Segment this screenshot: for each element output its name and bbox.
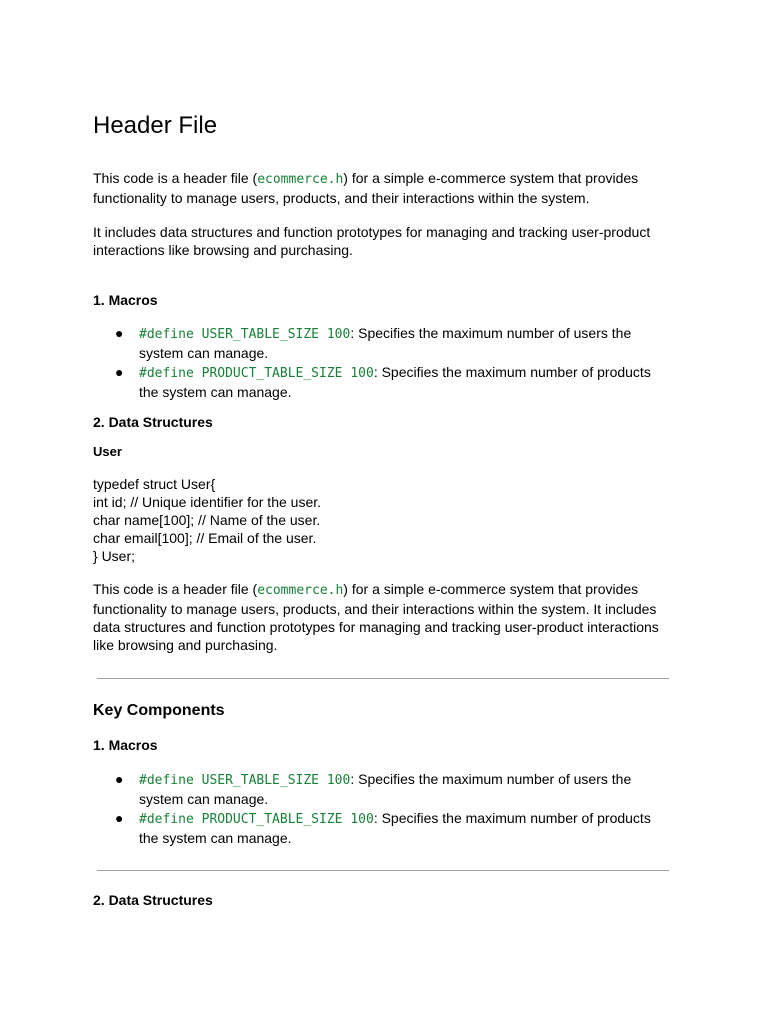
user-struct-code: [93, 475, 321, 565]
macro-code: #define USER_TABLE_SIZE 100: [139, 327, 351, 342]
intro-paragraph-2: It includes data structures and function prototypes for managing and tracking user-product interactions like browsing and purchasing.: [93, 224, 651, 258]
macro-description: : Specifies the maximum number of products the system can manage.: [139, 810, 651, 846]
intro-paragraph-1: [93, 169, 673, 207]
horizontal-divider: [97, 870, 669, 871]
summary-before: This code is a header file (: [93, 581, 258, 597]
user-heading: User: [93, 444, 122, 459]
macro-code: #define PRODUCT_TABLE_SIZE 100: [139, 812, 374, 827]
bullet-icon: ●: [115, 771, 124, 787]
code-line: char name[100]; // Name of the user.: [93, 512, 321, 528]
kc-macros-list: [93, 770, 673, 848]
code-line: char email[100]; // Email of the user.: [93, 530, 317, 546]
key-components-heading: Key Components: [93, 702, 225, 719]
list-item: [93, 809, 673, 848]
summary-paragraph: [93, 580, 673, 654]
macros-list: [93, 324, 673, 402]
summary-code: ecommerce.h: [257, 583, 344, 598]
kc-data-structures-heading: 2. Data Structures: [93, 892, 213, 908]
macro-description: : Specifies the maximum number of users the system can manage.: [139, 771, 632, 807]
macro-description: : Specifies the maximum number of products the system can manage.: [139, 364, 651, 400]
bullet-icon: ●: [115, 364, 124, 380]
macro-description: : Specifies the maximum number of users the system can manage.: [139, 325, 632, 361]
code-line: } User;: [93, 548, 136, 564]
list-item: [93, 324, 673, 363]
data-structures-heading: 2. Data Structures: [93, 414, 213, 430]
macro-code: #define PRODUCT_TABLE_SIZE 100: [139, 366, 374, 381]
code-line: int id; // Unique identifier for the user.: [93, 494, 322, 510]
code-line: typedef struct User{: [93, 476, 216, 492]
macros-heading: 1. Macros: [93, 292, 158, 308]
macro-code: #define USER_TABLE_SIZE 100: [139, 773, 351, 788]
page-title: Header File: [93, 112, 218, 139]
list-item: [93, 770, 673, 809]
summary-after: ) for a simple e-commerce system that provides functionality to manage users, products, and their interactions within the system. It includes data structures and function prototypes for managing and tracking user-product interactions like browsing and purchasing.: [93, 581, 659, 653]
horizontal-divider: [97, 678, 669, 679]
kc-macros-heading: 1. Macros: [93, 737, 158, 753]
list-item: [93, 363, 673, 402]
bullet-icon: ●: [115, 810, 124, 826]
intro-p1-code: ecommerce.h: [257, 172, 344, 187]
bullet-icon: ●: [115, 325, 124, 341]
intro-p1-after: ) for a simple e-commerce system that provides functionality to manage users, products, and their interactions within the system.: [93, 170, 639, 206]
intro-p1-before: This code is a header file (: [93, 170, 258, 186]
